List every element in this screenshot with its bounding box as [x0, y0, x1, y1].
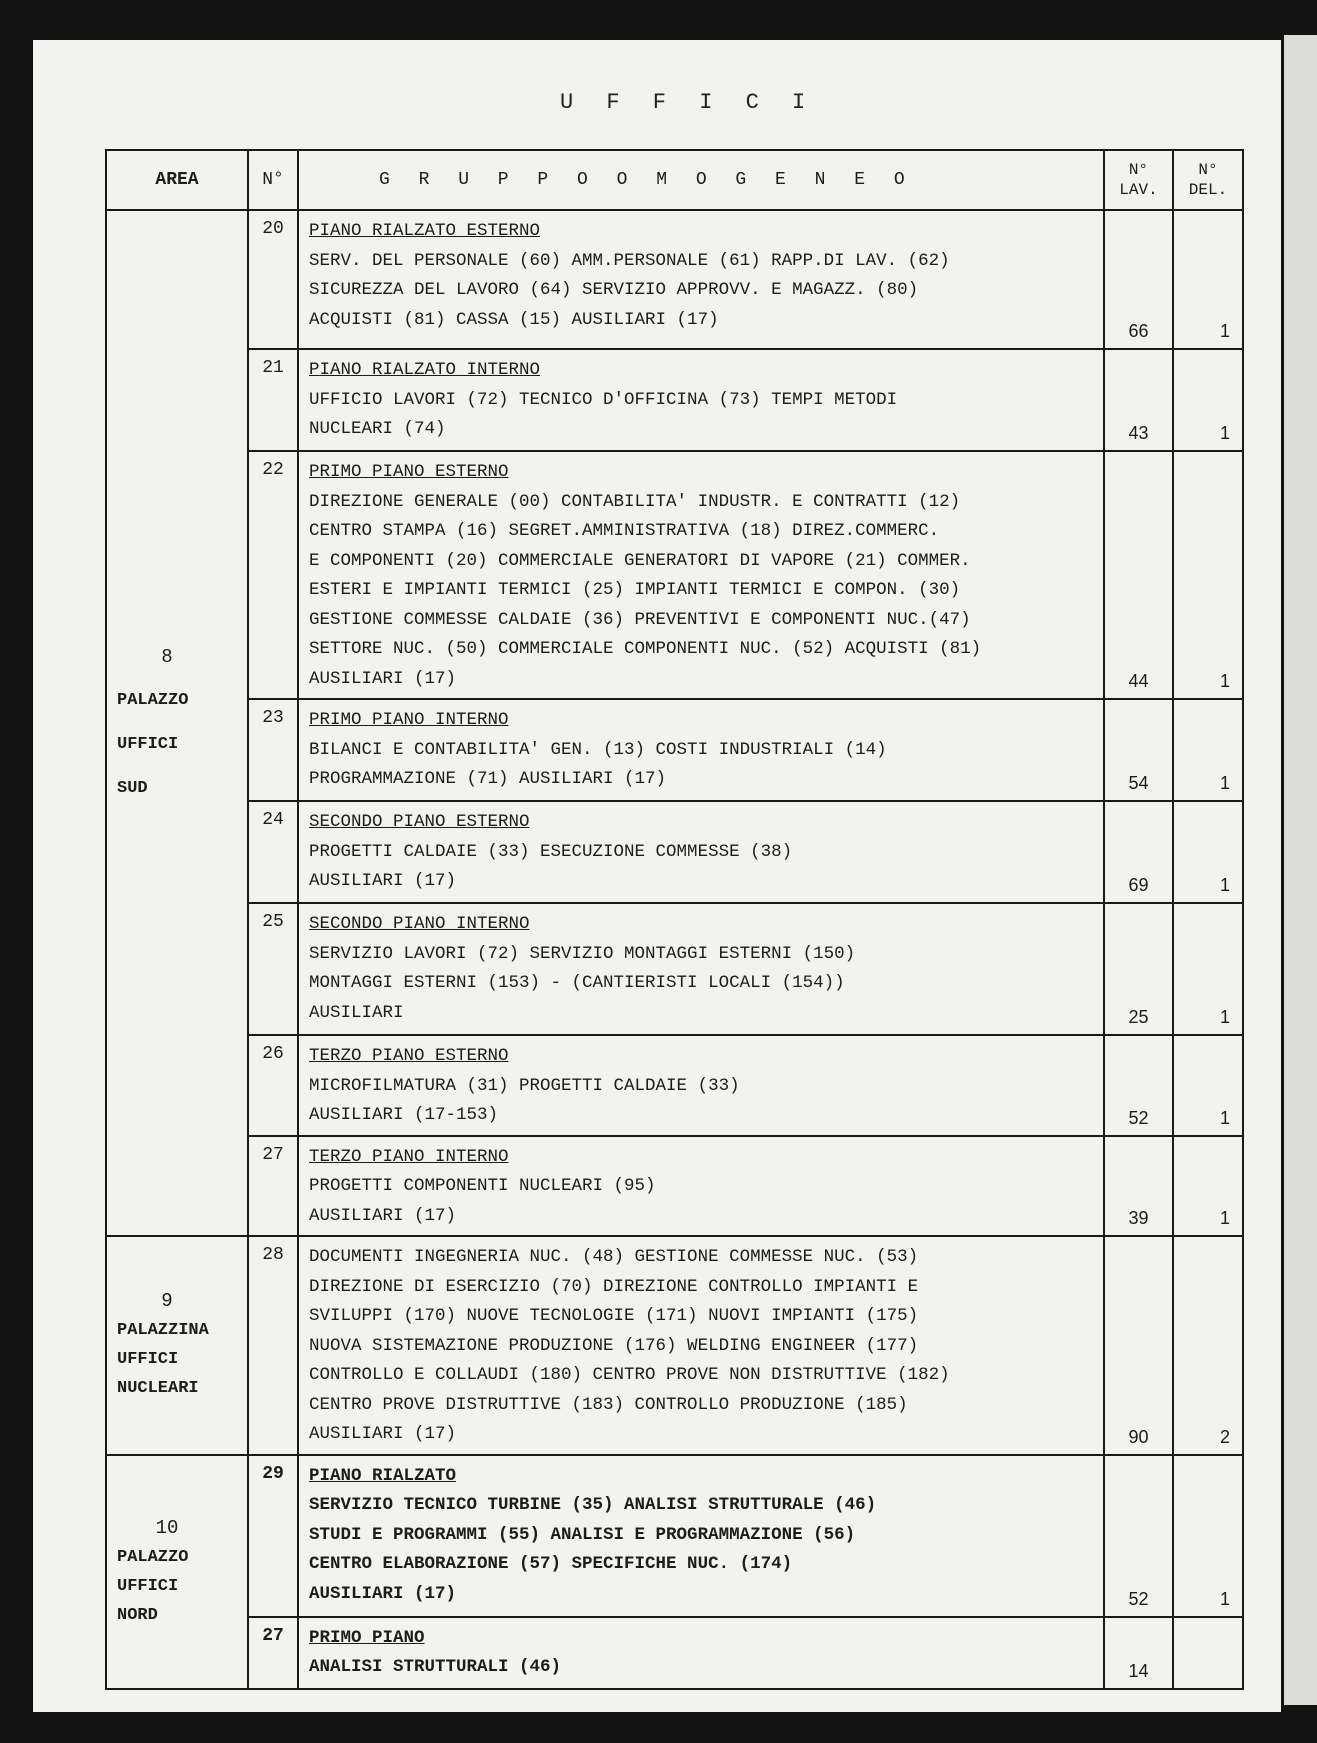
lav-value: 69 [1104, 801, 1173, 903]
header-lav-line1: N° [1128, 161, 1149, 179]
area-label-line: PALAZZO [117, 691, 189, 710]
group-line: SETTORE NUC. (50) COMMERCIALE COMPONENTI NUC. (52) ACQUISTI (81) [309, 639, 982, 659]
area-label-line: PALAZZO [117, 1547, 189, 1567]
area-cell-9 [106, 1236, 248, 1455]
group-line: PROGETTI COMPONENTI NUCLEARI (95) [309, 1176, 656, 1196]
group-line: CENTRO ELABORAZIONE (57) SPECIFICHE NUC. (174) [309, 1554, 793, 1574]
del-value: 1 [1173, 349, 1243, 451]
group-line: PROGRAMMAZIONE (71) AUSILIARI (17) [309, 769, 667, 789]
lav-value: 14 [1104, 1617, 1173, 1689]
group-line: SVILUPPI (170) NUOVE TECNOLOGIE (171) NUOVI IMPIANTI (175) [309, 1306, 919, 1326]
area-label-line: SUD [117, 779, 148, 798]
group-heading: SECONDO PIANO INTERNO [309, 914, 530, 934]
table-row [106, 1136, 1243, 1237]
group-heading: SECONDO PIANO ESTERNO [309, 812, 530, 832]
area-number: 9 [161, 1290, 173, 1313]
table-row [106, 349, 1243, 451]
group-line: DIREZIONE DI ESERCIZIO (70) DIREZIONE CONTROLLO IMPIANTI E [309, 1276, 919, 1297]
header-row [106, 150, 1243, 210]
offices-table [105, 149, 1244, 1690]
header-lav [1104, 150, 1173, 210]
area-cell-10 [106, 1455, 248, 1689]
group-line: SERV. DEL PERSONALE (60) AMM.PERSONALE (61) RAPP.DI LAV. (62) [309, 250, 950, 271]
lav-value: 52 [1104, 1455, 1173, 1617]
area-label-line: PALAZZINA [117, 1321, 209, 1341]
group-heading: PRIMO PIANO [309, 1627, 425, 1648]
del-value: 1 [1173, 1455, 1243, 1617]
header-group: G R U P P O O M O G E N E O [298, 150, 1104, 210]
del-value: 1 [1173, 210, 1243, 349]
group-line: AUSILIARI (17) [309, 1583, 457, 1604]
group-line: NUCLEARI (74) [309, 419, 446, 439]
table-row [106, 1617, 1243, 1689]
group-line: GESTIONE COMMESSE CALDAIE (36) PREVENTIVI E COMPONENTI NUC.(47) [309, 609, 971, 630]
area-number: 10 [155, 1516, 179, 1539]
area-label-line: UFFICI [117, 1576, 179, 1596]
del-value: 1 [1173, 1035, 1243, 1136]
del-value: 1 [1173, 801, 1243, 903]
row-number: 20 [248, 210, 298, 349]
group-line: AUSILIARI (17) [309, 1424, 457, 1444]
group-cell [298, 1455, 1104, 1617]
group-cell [298, 1617, 1104, 1689]
group-line: SERVIZIO TECNICO TURBINE (35) ANALISI STRUTTURALE (46) [309, 1495, 877, 1515]
group-cell [298, 1236, 1104, 1455]
group-line: AUSILIARI (17-153) [309, 1105, 499, 1125]
table-row [106, 801, 1243, 903]
table-row [106, 1455, 1243, 1617]
area-number: 8 [161, 646, 173, 668]
document-title: U F F I C I [560, 90, 816, 115]
group-heading: PIANO RIALZATO INTERNO [309, 360, 541, 380]
header-area: AREA [106, 150, 248, 210]
group-line: AUSILIARI (17) [309, 668, 457, 689]
table-row [106, 699, 1243, 801]
table-row [106, 1035, 1243, 1136]
group-line: AUSILIARI [309, 1002, 404, 1023]
row-number: 28 [248, 1236, 298, 1455]
group-cell [298, 1035, 1104, 1136]
lav-value: 44 [1104, 451, 1173, 699]
table-row [106, 210, 1243, 349]
group-line: ANALISI STRUTTURALI (46) [309, 1657, 562, 1677]
row-number: 22 [248, 451, 298, 699]
row-number: 27 [248, 1617, 298, 1689]
del-value: 1 [1173, 451, 1243, 699]
group-line: DIREZIONE GENERALE (00) CONTABILITA' INDUSTR. E CONTRATTI (12) [309, 491, 961, 512]
group-line: SERVIZIO LAVORI (72) SERVIZIO MONTAGGI ESTERNI (150) [309, 943, 856, 964]
group-heading: TERZO PIANO INTERNO [309, 1146, 509, 1167]
group-line: CENTRO PROVE DISTRUTTIVE (183) CONTROLLO PRODUZIONE (185) [309, 1394, 908, 1415]
adjacent-page-edge [1284, 35, 1317, 1705]
header-num: N° [248, 150, 298, 210]
group-line: MICROFILMATURA (31) PROGETTI CALDAIE (33) [309, 1075, 740, 1096]
group-line: CENTRO STAMPA (16) SEGRET.AMMINISTRATIVA (18) DIREZ.COMMERC. [309, 521, 940, 541]
group-heading: PIANO RIALZATO ESTERNO [309, 221, 541, 241]
group-line: AUSILIARI (17) [309, 871, 457, 891]
header-del-line1: N° [1198, 161, 1218, 179]
row-number: 24 [248, 801, 298, 903]
lav-value: 39 [1104, 1136, 1173, 1237]
header-del [1173, 150, 1243, 210]
group-line: BILANCI E CONTABILITA' GEN. (13) COSTI INDUSTRIALI (14) [309, 739, 887, 760]
group-line: UFFICIO LAVORI (72) TECNICO D'OFFICINA (73) TEMPI METODI [309, 389, 898, 410]
area-label-line: NORD [117, 1605, 158, 1625]
header-del-line2: DEL. [1188, 181, 1228, 199]
lav-value: 43 [1104, 349, 1173, 451]
del-value: 1 [1173, 903, 1243, 1035]
group-line: MONTAGGI ESTERNI (153) - (CANTIERISTI LOCALI (154)) [309, 973, 845, 993]
lav-value: 90 [1104, 1236, 1173, 1455]
table-row [106, 903, 1243, 1035]
group-heading: PRIMO PIANO ESTERNO [309, 462, 509, 482]
group-cell [298, 349, 1104, 451]
group-line: PROGETTI CALDAIE (33) ESECUZIONE COMMESSE (38) [309, 841, 793, 862]
group-line: NUOVA SISTEMAZIONE PRODUZIONE (176) WELDING ENGINEER (177) [309, 1335, 919, 1356]
lav-value: 54 [1104, 699, 1173, 801]
area-label-line: NUCLEARI [117, 1379, 199, 1399]
area-label-line: UFFICI [117, 735, 179, 754]
del-value: 2 [1173, 1236, 1243, 1455]
group-line: AUSILIARI (17) [309, 1205, 457, 1226]
group-cell [298, 451, 1104, 699]
group-line: SICUREZZA DEL LAVORO (64) SERVIZIO APPROVV. E MAGAZZ. (80) [309, 280, 919, 300]
area-cell-8 [106, 210, 248, 1236]
group-cell [298, 210, 1104, 349]
row-number: 23 [248, 699, 298, 801]
del-value: 1 [1173, 1136, 1243, 1237]
del-value: 1 [1173, 699, 1243, 801]
table-row [106, 1236, 1243, 1455]
del-value [1173, 1617, 1243, 1689]
lav-value: 52 [1104, 1035, 1173, 1136]
group-heading: PIANO RIALZATO [309, 1465, 457, 1486]
group-line: DOCUMENTI INGEGNERIA NUC. (48) GESTIONE COMMESSE NUC. (53) [309, 1247, 919, 1267]
group-cell [298, 1136, 1104, 1237]
group-line: ESTERI E IMPIANTI TERMICI (25) IMPIANTI TERMICI E COMPON. (30) [309, 580, 961, 600]
group-heading: TERZO PIANO ESTERNO [309, 1046, 509, 1066]
group-line: STUDI E PROGRAMMI (55) ANALISI E PROGRAMMAZIONE (56) [309, 1524, 856, 1545]
header-lav-line2: LAV. [1119, 181, 1158, 199]
group-cell [298, 699, 1104, 801]
group-cell [298, 801, 1104, 903]
row-number: 29 [248, 1455, 298, 1617]
group-line: E COMPONENTI (20) COMMERCIALE GENERATORI DI VAPORE (21) COMMER. [309, 550, 971, 571]
area-label-line: UFFICI [117, 1350, 179, 1370]
lav-value: 66 [1104, 210, 1173, 349]
lav-value: 25 [1104, 903, 1173, 1035]
group-heading: PRIMO PIANO INTERNO [309, 710, 509, 730]
table-row [106, 451, 1243, 699]
group-cell [298, 903, 1104, 1035]
row-number: 25 [248, 903, 298, 1035]
group-line: CONTROLLO E COLLAUDI (180) CENTRO PROVE NON DISTRUTTIVE (182) [309, 1365, 950, 1385]
row-number: 27 [248, 1136, 298, 1237]
row-number: 26 [248, 1035, 298, 1136]
group-line: ACQUISTI (81) CASSA (15) AUSILIARI (17) [309, 309, 719, 330]
row-number: 21 [248, 349, 298, 451]
